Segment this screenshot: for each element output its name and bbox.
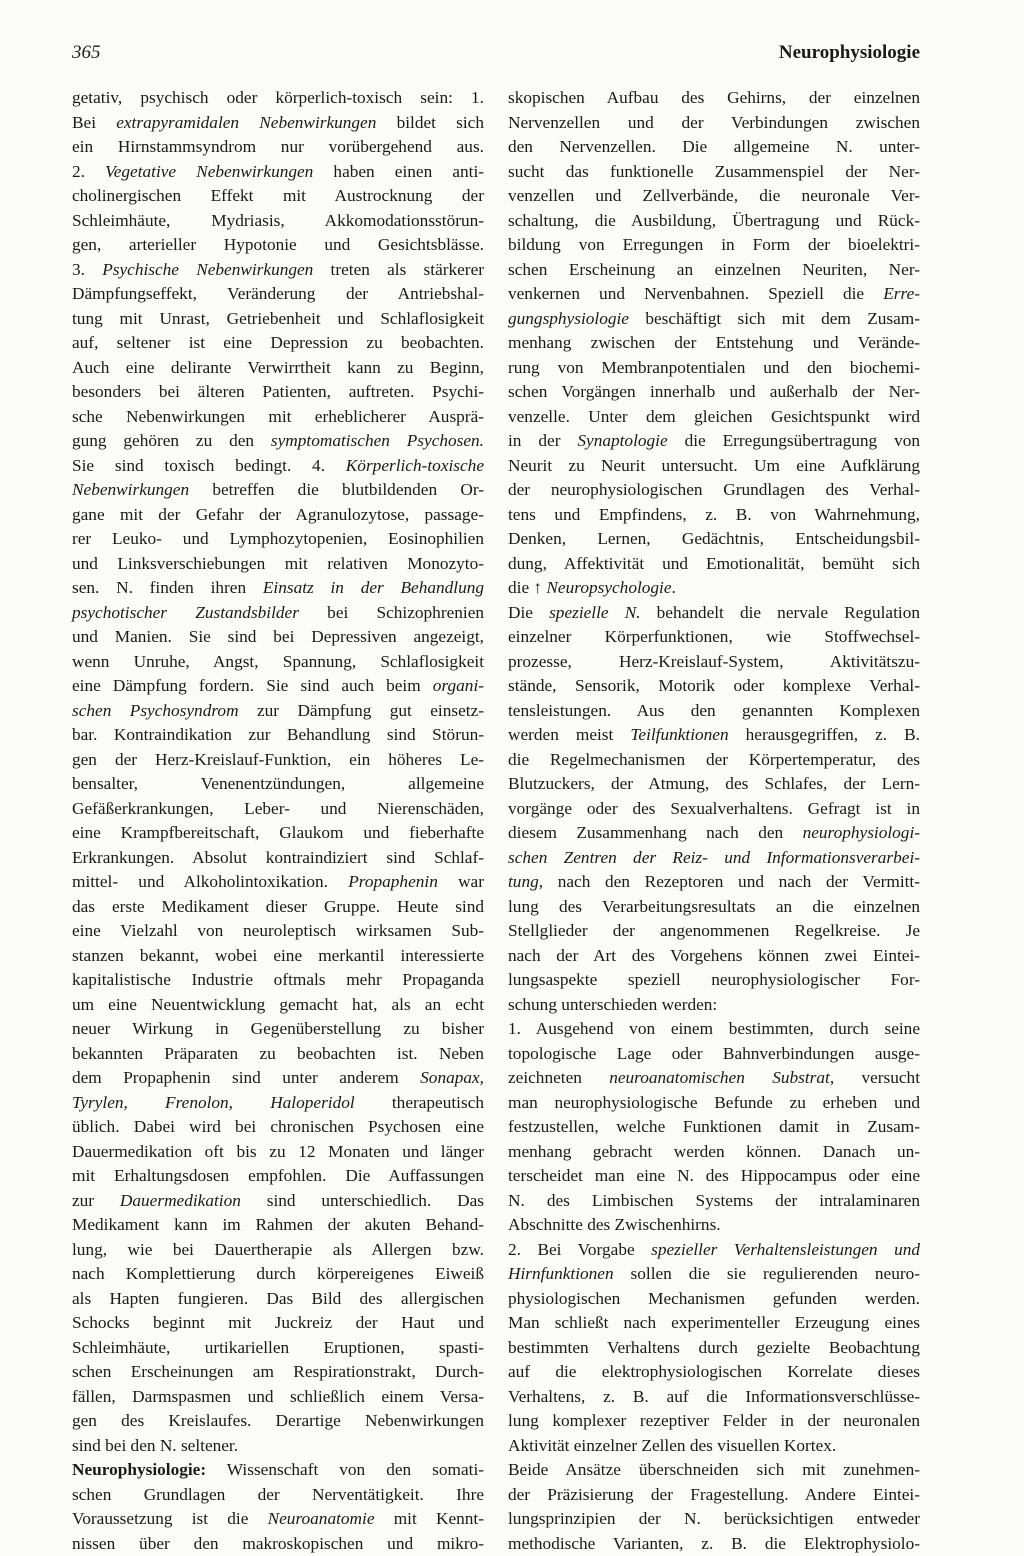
text-segment: bestimmten Verhaltens durch gezielte Beobachtung [508,1338,920,1357]
text-line [72,282,484,307]
text-line [508,625,920,650]
text-segment: besonders bei älteren Patienten, auftreten. Psychi- [72,382,484,401]
text-segment: sucht das funktionelle Zusammenspiel der Ner- [508,162,920,181]
text-segment: kapitalistische Industrie oftmals mehr Propaganda [72,970,484,989]
text-segment: . [672,578,676,597]
running-head: Neurophysiologie [779,42,920,64]
right-column [508,86,920,1556]
text-segment: lung komplexer rezeptiver Felder in der neuronalen [508,1411,920,1430]
text-line [508,919,920,944]
text-segment: schen Erscheinungen am Respirationstrakt, Durch- [72,1362,484,1381]
text-line [72,1311,484,1336]
text-segment: Schleimhäute, Mydriasis, Akkomodationsstörun- [72,211,484,230]
text-line [72,1189,484,1214]
text-line [508,601,920,626]
text-line [72,1164,484,1189]
text-line [72,307,484,332]
text-line [72,601,484,626]
text-line [508,1458,920,1483]
text-segment: cholinergischen Effekt mit Austrocknung der [72,186,484,205]
text-line [508,650,920,675]
text-line [508,1115,920,1140]
text-line [72,1066,484,1091]
text-segment: Abschnitte des Zwischenhirns. [508,1215,721,1234]
text-line [508,1483,920,1508]
text-segment: treten als stärkerer [313,260,484,279]
text-line [72,552,484,577]
text-segment: einzelner Körperfunktionen, wie Stoffwechsel- [508,627,920,646]
emphasis: schen Zentren der Reiz- und Informationsverarbei- [508,848,920,867]
text-line [72,846,484,871]
text-line [72,699,484,724]
text-segment: mit Erhaltungsdosen empfohlen. Die Auffassungen [72,1166,484,1185]
text-segment: fällen, Darmspasmen und schließlich einem Versa- [72,1387,484,1406]
text-segment: ein Hirnstammsyndrom nur vorübergehend aus. [72,137,484,156]
emphasis: neurophysiologi- [803,823,920,842]
text-line [72,1287,484,1312]
text-segment: Aktivität einzelner Zellen des visuellen Kortex. [508,1436,836,1455]
text-line [508,478,920,503]
text-segment: gen, arterieller Hypotonie und Gesichtsblässe. [72,235,484,254]
text-line [508,184,920,209]
text-segment: venkernen und Nervenbahnen. Speziell die [508,284,883,303]
emphasis: Psychische Nebenwirkungen [102,260,313,279]
text-segment: die ↑ [508,578,546,597]
text-line [72,1336,484,1361]
text-segment: N. des Limbischen Systems der intralaminaren [508,1191,920,1210]
text-segment: gen der Herz-Kreislauf-Funktion, ein höheres Le- [72,750,484,769]
text-line [508,797,920,822]
text-segment: 3. [72,260,102,279]
text-segment: Voraussetzung ist die [72,1509,268,1528]
text-line [72,944,484,969]
text-segment: das erste Medikament dieser Gruppe. Heute sind [72,897,484,916]
text-segment: eine Krampfbereitschaft, Glaukom und fieberhafte [72,823,484,842]
text-line [508,748,920,773]
text-line [508,1385,920,1410]
emphasis: extrapyramidalen Nebenwirkungen [116,113,376,132]
text-line [72,1091,484,1116]
emphasis: tung [508,872,539,891]
text-segment: gung gehören zu den [72,431,271,450]
text-line [508,1140,920,1165]
text-segment: betreffen die blutbildenden Or- [189,480,484,499]
text-segment: prozesse, Herz-Kreislauf-System, Aktivitätszu- [508,652,920,671]
text-line [508,552,920,577]
text-line [72,625,484,650]
text-segment: lung des Verarbeitungsresultats an die einzelnen [508,897,920,916]
text-segment: nach Komplettierung durch körpereigenes Eiweiß [72,1264,484,1283]
left-column [72,86,484,1556]
text-line [72,86,484,111]
text-segment: physiologischen Mechanismen gefunden werden. [508,1289,920,1308]
text-segment: festzustellen, welche Funktionen damit in Zusam- [508,1117,920,1136]
text-line [72,1483,484,1508]
text-line [72,772,484,797]
text-line [508,1091,920,1116]
text-segment: mit Kennt- [375,1509,485,1528]
text-segment: lung, wie bei Dauertherapie als Allergen bzw. [72,1240,484,1259]
text-segment: behandelt die nervale Regulation [641,603,920,622]
text-segment: Schocks beginnt mit Juckreiz der Haut und [72,1313,484,1332]
text-segment: Dauermedikation oft bis zu 12 Monaten und länger [72,1142,484,1161]
text-line [72,356,484,381]
text-segment: bensalter, Venenentzündungen, allgemeine [72,774,484,793]
text-line [508,723,920,748]
emphasis: Teilfunktionen [630,725,728,744]
text-line [72,1507,484,1532]
text-line [508,1507,920,1532]
text-line [508,405,920,430]
text-line [72,748,484,773]
text-line [508,576,920,601]
text-segment: 2. Bei Vorgabe [508,1240,651,1259]
text-segment: und Linksverschiebungen mit relativen Monozyto- [72,554,484,573]
text-line [72,993,484,1018]
text-segment: sind bei den N. seltener. [72,1436,238,1455]
text-line [72,429,484,454]
text-line [72,650,484,675]
text-segment: terscheidet man eine N. des Hippocampus oder eine [508,1166,920,1185]
text-line [508,1409,920,1434]
text-line [72,1532,484,1556]
text-line [72,674,484,699]
text-segment: war [438,872,484,891]
text-segment: stände, Sensorik, Motorik oder komplexe Verhal- [508,676,920,695]
text-line [72,331,484,356]
text-line [508,307,920,332]
text-segment: bekannten Präparaten zu beobachten ist. Neben [72,1044,484,1063]
text-segment: schaltung, die Ausbildung, Übertragung und Rück- [508,211,920,230]
emphasis: Körperlich-toxische [346,456,484,475]
text-line [72,209,484,234]
text-line [508,454,920,479]
text-line [72,258,484,283]
text-line [508,1287,920,1312]
text-line [508,282,920,307]
text-segment: venzellen und Zellverbände, die neuronale Ver- [508,186,920,205]
text-line [508,503,920,528]
text-segment: werden meist [508,725,630,744]
text-segment: tens und Empfindens, z. B. von Wahrnehmung, [508,505,920,524]
text-line [72,184,484,209]
text-segment: zur [72,1191,120,1210]
text-line [508,135,920,160]
text-segment: tung mit Unrast, Getriebenheit und Schlaflosigkeit [72,309,484,328]
text-segment: vorgänge oder des Sexualverhaltens. Gefragt ist in [508,799,920,818]
text-segment: zeichneten [508,1068,609,1087]
text-line [508,821,920,846]
text-line [72,405,484,430]
text-line [508,527,920,552]
text-segment: sen. N. finden ihren [72,578,263,597]
text-line [508,674,920,699]
text-segment: menhang gebracht werden können. Danach un- [508,1142,920,1161]
text-line [72,1409,484,1434]
text-segment: stanzen bekannt, wobei eine merkantil interessierte [72,946,484,965]
text-segment: den Nervenzellen. Die allgemeine N. unter- [508,137,920,156]
text-segment: mittel- und Alkoholintoxikation. [72,872,348,891]
text-segment: menhang zwischen der Entstehung und Verände- [508,333,920,352]
text-segment: bar. Kontraindikation zur Behandlung sind Störun- [72,725,484,744]
text-line [72,111,484,136]
text-segment: Nervenzellen und der Verbindungen zwischen [508,113,920,132]
text-line [72,1115,484,1140]
emphasis: Propaphenin [348,872,438,891]
emphasis: Einsatz in der Behandlung [263,578,484,597]
text-segment: der Präzisierung der Fragestellung. Andere Eintei- [508,1485,920,1504]
text-line [508,1336,920,1361]
text-segment: man neurophysiologische Befunde zu erheben und [508,1093,920,1112]
text-segment: beschäftigt sich mit dem Zusam- [629,309,920,328]
text-segment: Dämpfungseffekt, Veränderung der Antriebshal- [72,284,484,303]
text-line [508,1532,920,1556]
text-segment: schen Vorgängen innerhalb und außerhalb der Ner- [508,382,920,401]
text-segment: in der [508,431,577,450]
emphasis: psychotischer Zustandsbilder [72,603,299,622]
text-segment: Denken, Lernen, Gedächtnis, Entscheidungsbil- [508,529,920,548]
text-line [508,993,920,1018]
text-line [72,968,484,993]
text-segment: als Hapten fungieren. Das Bild des allergischen [72,1289,484,1308]
text-segment: herausgegriffen, z. B. [729,725,920,744]
emphasis: spezieller Verhaltensleistungen und [651,1240,920,1259]
text-segment: schen Erscheinung an einzelnen Neuriten, Ner- [508,260,920,279]
text-line [72,478,484,503]
emphasis: Nebenwirkungen [72,480,189,499]
emphasis: Hirnfunktionen [508,1264,614,1283]
text-segment: Man schließt nach experimenteller Erzeugung eines [508,1313,920,1332]
text-segment: Wissenschaft von den somati- [206,1460,484,1479]
text-segment: topologische Lage oder Bahnverbindungen ausge- [508,1044,920,1063]
text-line [508,209,920,234]
text-segment: dem Propaphenin sind unter anderem [72,1068,420,1087]
text-segment: üblich. Dabei wird bei chronischen Psychosen eine [72,1117,484,1136]
text-line [72,1140,484,1165]
emphasis: gungsphysiologie [508,309,629,328]
text-segment: methodische Varianten, z. B. die Elektrophysiolo- [508,1534,920,1553]
text-segment: Schleimhäute, urtikariellen Eruptionen, spasti- [72,1338,484,1357]
text-segment: wenn Unruhe, Angst, Spannung, Schlaflosigkeit [72,652,484,671]
text-segment: bildet sich [376,113,484,132]
emphasis: Sonapax, [420,1068,484,1087]
text-segment: schung unterschieden werden: [508,995,717,1014]
text-segment: Erkrankungen. Absolut kontraindiziert sind Schlaf- [72,848,484,867]
text-segment: und Manien. Sie sind bei Depressiven angezeigt, [72,627,484,646]
text-segment: 2. [72,162,105,181]
text-line [72,160,484,185]
text-segment: sche Nebenwirkungen mit erheblicherer Ausprä- [72,407,484,426]
text-line [508,1189,920,1214]
text-segment: um eine Neuentwicklung gemacht hat, als an echt [72,995,484,1014]
text-line [72,723,484,748]
text-line [508,895,920,920]
text-line [508,1213,920,1238]
text-segment: der neurophysiologischen Grundlagen des Verhal- [508,480,920,499]
text-segment: eine Dämpfung fordern. Sie sind auch beim [72,676,433,695]
text-line [508,1262,920,1287]
emphasis: Synaptologie [577,431,667,450]
text-line [72,1017,484,1042]
text-segment: tensleistungen. Aus den genannten Komplexen [508,701,920,720]
text-segment: eine Vielzahl von neuroleptisch wirksamen Sub- [72,921,484,940]
text-line [72,870,484,895]
text-line [72,1385,484,1410]
text-segment: lungsprinzipien der N. berücksichtigen entweder [508,1509,920,1528]
text-line [508,86,920,111]
text-segment: sollen die sie regulierenden neuro- [614,1264,920,1283]
text-segment: Blutzuckers, der Atmung, des Schlafes, der Lern- [508,774,920,793]
emphasis: Erre- [883,284,920,303]
text-line [508,1164,920,1189]
text-segment: sind unterschiedlich. Das [241,1191,484,1210]
text-line [508,233,920,258]
text-segment: Verhaltens, z. B. auf die Informationsverschlüsse- [508,1387,920,1406]
text-line [72,821,484,846]
text-segment: lungsaspekte speziell neurophysiologischer For- [508,970,920,989]
emphasis: spezielle N. [549,603,640,622]
text-segment: dung, Affektivität und Emotionalität, bemüht sich [508,554,920,573]
text-line [508,380,920,405]
text-line [508,331,920,356]
text-line [72,797,484,822]
text-segment: schen Grundlagen der Nerventätigkeit. Ihre [72,1485,484,1504]
text-segment: , versucht [830,1068,920,1087]
text-segment: Neurit zu Neurit untersucht. Um eine Aufklärung [508,456,920,475]
text-segment: getativ, psychisch oder körperlich-toxisch sein: 1. [72,88,484,107]
text-segment: therapeutisch [355,1093,484,1112]
text-line [508,160,920,185]
text-segment: nach der Art des Vorgehens können zwei Eintei- [508,946,920,965]
text-line [508,1238,920,1263]
text-line [508,772,920,797]
text-line [508,699,920,724]
text-segment: neuer Wirkung in Gegenüberstellung zu bisher [72,1019,484,1038]
emphasis: organi- [433,676,484,695]
text-line [508,1360,920,1385]
text-line [508,1042,920,1067]
emphasis: Vegetative Nebenwirkungen [105,162,313,181]
text-line [72,1238,484,1263]
text-line [508,968,920,993]
text-segment: gane mit der Gefahr der Agranulozytose, passage- [72,505,484,524]
text-segment: auf die elektrophysiologischen Korrelate dieses [508,1362,920,1381]
text-line [72,454,484,479]
text-line [72,576,484,601]
text-segment: haben einen anti- [313,162,484,181]
text-line [508,429,920,454]
text-line [508,1311,920,1336]
text-line [72,1458,484,1483]
emphasis: Neuropsychologie [546,578,671,597]
text-line [508,944,920,969]
text-segment: zur Dämpfung gut einsetz- [239,701,484,720]
text-segment: bei Schizophrenien [299,603,484,622]
text-segment: Sie sind toxisch bedingt. 4. [72,456,346,475]
text-line [508,356,920,381]
text-line [72,527,484,552]
text-segment: 1. Ausgehend von einem bestimmten, durch seine [508,1019,920,1038]
text-segment: , nach den Rezeptoren und nach der Vermitt- [539,872,920,891]
text-segment: gen des Kreislaufes. Derartige Nebenwirkungen [72,1411,484,1430]
text-segment: die Regelmechanismen der Körpertemperatur, des [508,750,920,769]
text-segment: rung von Membranpotentialen und den biochemi- [508,358,920,377]
text-line [508,1066,920,1091]
text-line [508,870,920,895]
text-segment: venzelle. Unter dem gleichen Gesichtspunkt wird [508,407,920,426]
text-line [508,846,920,871]
emphasis: Neuroanatomie [268,1509,375,1528]
emphasis: Dauermedikation [120,1191,241,1210]
text-line [72,503,484,528]
entry-headword: Neurophysiologie: [72,1460,206,1479]
text-segment: nissen über den makroskopischen und mikro- [72,1534,484,1553]
text-line [72,919,484,944]
text-line [72,233,484,258]
text-line [72,1360,484,1385]
emphasis: symptomatischen Psychosen. [271,431,484,450]
text-segment: Medikament kann im Rahmen der akuten Behand- [72,1215,484,1234]
text-segment: rer Leuko- und Lymphozytopenien, Eosinophilien [72,529,484,548]
text-segment: Beide Ansätze überschneiden sich mit zunehmen- [508,1460,920,1479]
text-segment: skopischen Aufbau des Gehirns, der einzelnen [508,88,920,107]
text-segment: auf, seltener ist eine Depression zu beobachten. [72,333,484,352]
text-segment: Auch eine delirante Verwirrtheit kann zu Beginn, [72,358,484,377]
text-line [508,1434,920,1459]
emphasis: Tyrylen, Frenolon, Haloperidol [72,1093,355,1112]
text-segment: Gefäßerkrankungen, Leber- und Nierenschäden, [72,799,484,818]
emphasis: neuroanatomischen Substrat [609,1068,830,1087]
text-line [72,1262,484,1287]
text-line [72,1042,484,1067]
page-number: 365 [72,42,101,64]
text-segment: Die [508,603,549,622]
text-segment: Bei [72,113,116,132]
text-line [72,380,484,405]
text-segment: Stellglieder der angenommenen Regelkreise. Je [508,921,920,940]
text-segment: die Erregungsübertragung von [668,431,920,450]
text-line [508,1017,920,1042]
text-line [508,111,920,136]
text-line [72,895,484,920]
text-segment: bildung von Erregungen in Form der bioelektri- [508,235,920,254]
text-line [72,1434,484,1459]
text-segment: diesem Zusammenhang nach den [508,823,803,842]
text-line [72,135,484,160]
emphasis: schen Psychosyndrom [72,701,239,720]
text-line [508,258,920,283]
text-line [72,1213,484,1238]
